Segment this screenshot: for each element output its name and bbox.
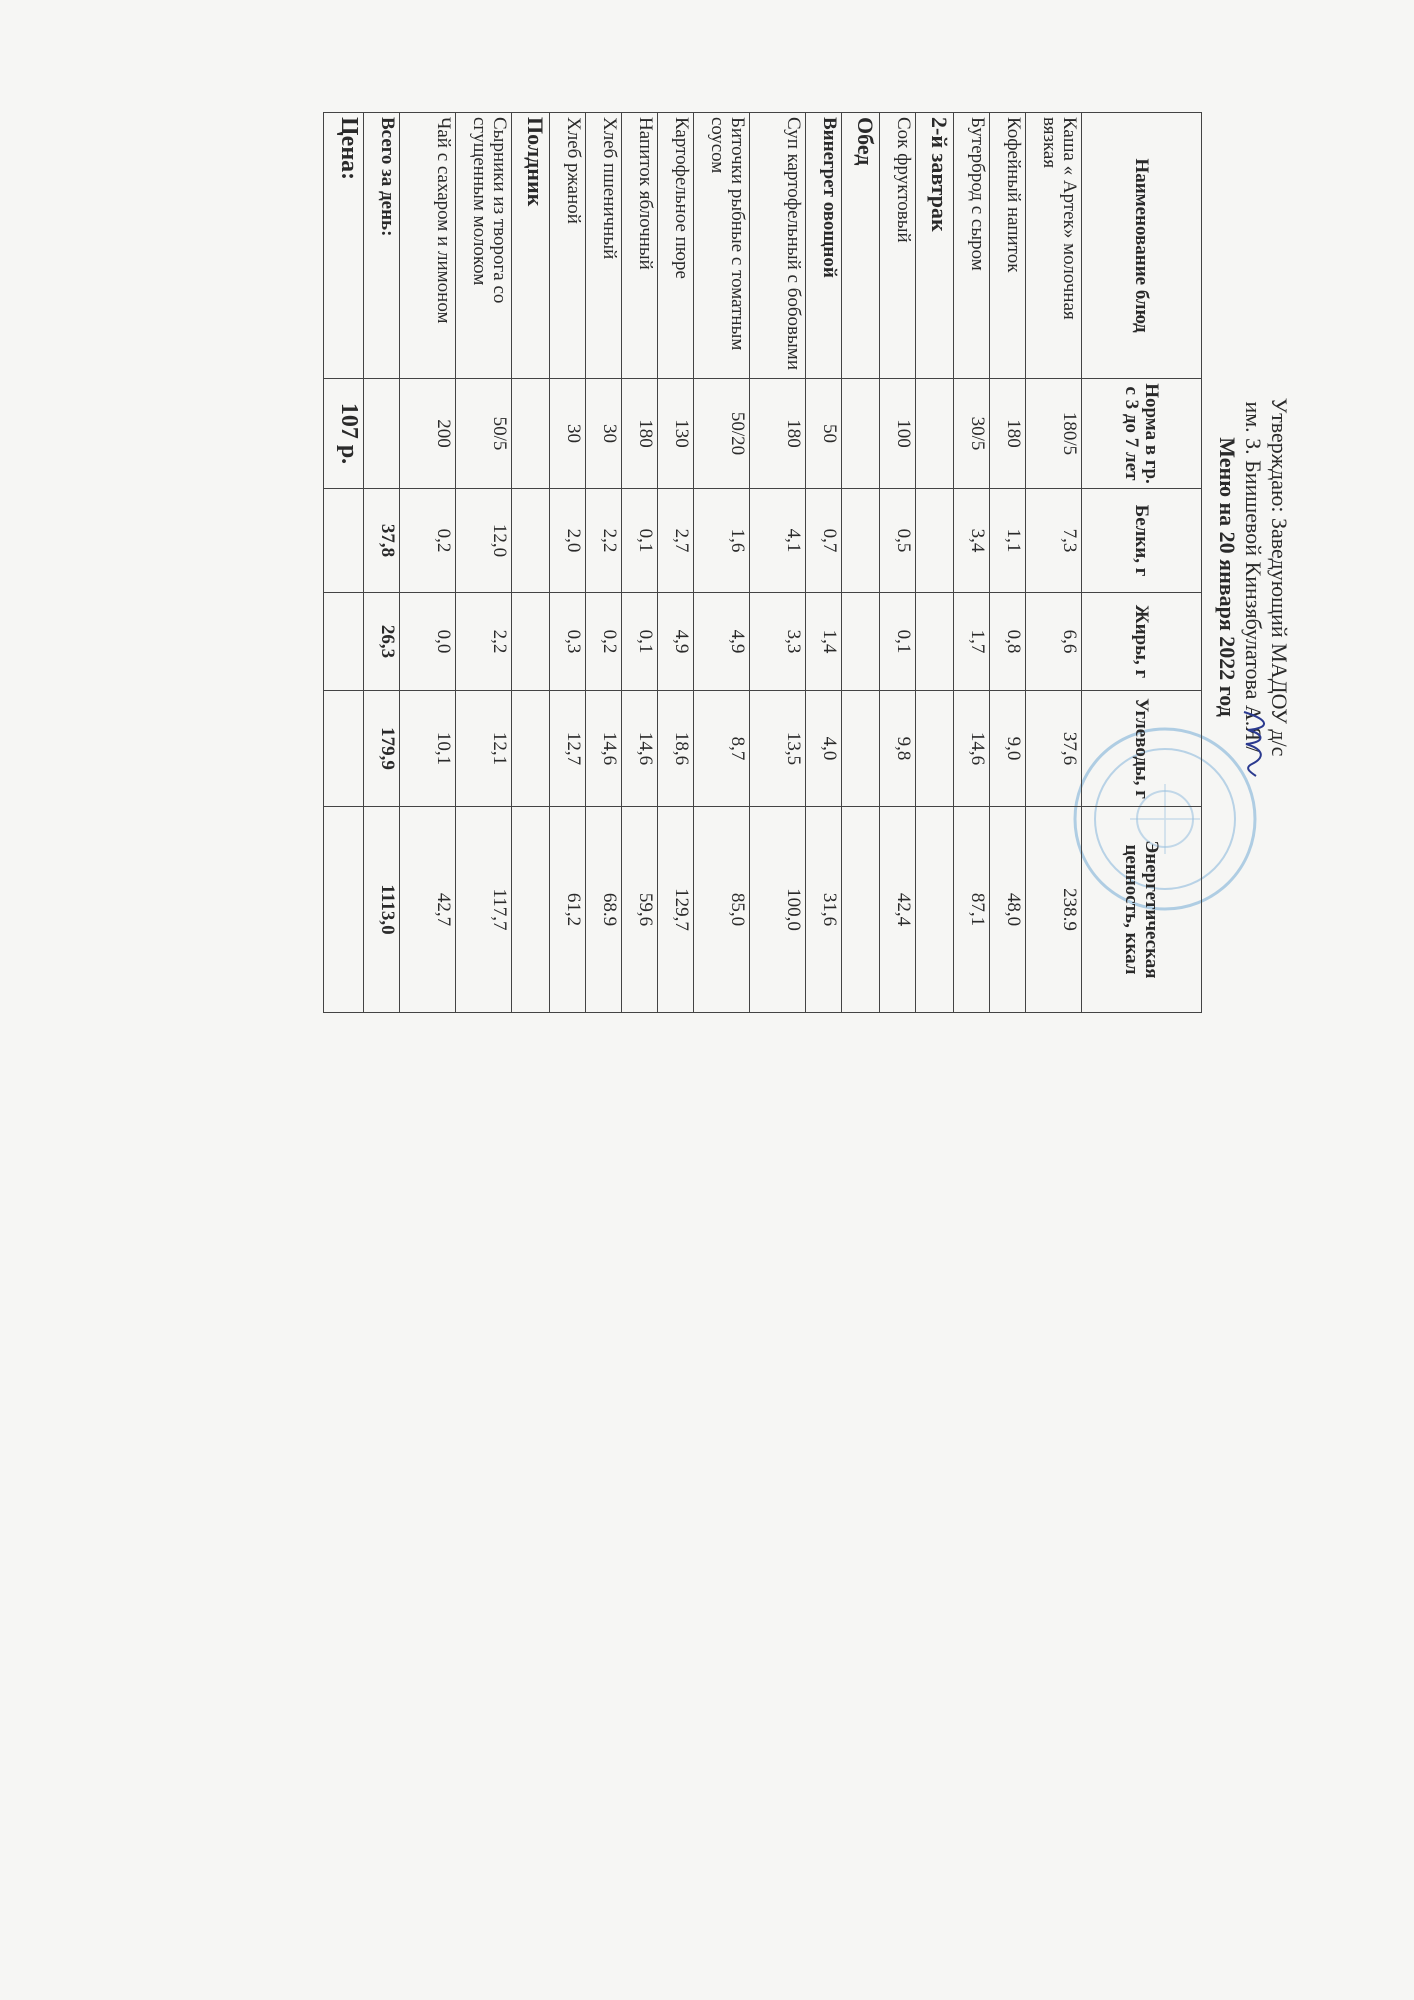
cell-carbs: 9,8: [880, 691, 916, 807]
cell-norm: 50: [806, 379, 842, 489]
cell-norm: [512, 379, 550, 489]
cell-protein: 7,3: [1026, 489, 1082, 593]
cell-carbs: [324, 691, 364, 807]
table-row: [586, 113, 622, 1013]
table-row: [990, 113, 1026, 1013]
cell-name: Хлеб ржаной: [550, 113, 586, 379]
cell-fat: [842, 593, 880, 691]
cell-protein: 0,2: [400, 489, 456, 593]
cell-fat: 0,0: [400, 593, 456, 691]
cell-fat: 3,3: [750, 593, 806, 691]
cell-carbs: 179,9: [364, 691, 400, 807]
cell-name: Цена:: [324, 113, 364, 379]
cell-protein: [916, 489, 954, 593]
table-row: [400, 113, 456, 1013]
cell-name: Хлеб пшеничный: [586, 113, 622, 379]
cell-norm: [364, 379, 400, 489]
cell-name: Биточки рыбные с томатным соусом: [694, 113, 750, 379]
header-energy: Энергетическая ценность, ккал: [1082, 807, 1202, 1013]
cell-carbs: 9,0: [990, 691, 1026, 807]
cell-energy: 100,0: [750, 807, 806, 1013]
cell-norm: 30/5: [954, 379, 990, 489]
table-row: [658, 113, 694, 1013]
header-carbs: Углеводы, г: [1082, 691, 1202, 807]
cell-name: Всего за день:: [364, 113, 400, 379]
table-row: [694, 113, 750, 1013]
cell-carbs: 18,6: [658, 691, 694, 807]
cell-energy: 129,7: [658, 807, 694, 1013]
cell-energy: 48,0: [990, 807, 1026, 1013]
approval-line-2: им. З. Биишевой Кинзябулатова А.Я /: [1241, 401, 1266, 753]
cell-fat: 0,2: [586, 593, 622, 691]
menu-title: Меню на 20 января 2022 год: [1215, 437, 1240, 717]
cell-carbs: 14,6: [622, 691, 658, 807]
cell-carbs: 10,1: [400, 691, 456, 807]
menu-table-body: [324, 113, 1082, 1013]
cell-norm: 180: [750, 379, 806, 489]
cell-name: 2-й завтрак: [916, 113, 954, 379]
cell-name: Напиток яблочный: [622, 113, 658, 379]
cell-fat: 26,3: [364, 593, 400, 691]
cell-energy: 59,6: [622, 807, 658, 1013]
menu-table: [323, 112, 1202, 1013]
cell-norm: [916, 379, 954, 489]
header-fat: Жиры, г: [1082, 593, 1202, 691]
cell-name: Каша « Артек» молочная вязкая: [1026, 113, 1082, 379]
cell-fat: 0,1: [880, 593, 916, 691]
cell-protein: 1,6: [694, 489, 750, 593]
approval-line-1: Утверждаю: Заведующий МАДОУ д/с: [1267, 397, 1292, 757]
cell-energy: [324, 807, 364, 1013]
header-protein: Белки, г: [1082, 489, 1202, 593]
table-row: [1026, 113, 1082, 1013]
table-row: [750, 113, 806, 1013]
cell-norm: 30: [586, 379, 622, 489]
cell-protein: 4,1: [750, 489, 806, 593]
cell-name: Сок фруктовый: [880, 113, 916, 379]
cell-norm: 107 р.: [324, 379, 364, 489]
cell-fat: [512, 593, 550, 691]
cell-carbs: 4,0: [806, 691, 842, 807]
header-name: Наименование блюд: [1082, 113, 1202, 379]
cell-fat: [916, 593, 954, 691]
cell-energy: 117,7: [456, 807, 512, 1013]
signature: [1238, 708, 1274, 778]
cell-protein: 3,4: [954, 489, 990, 593]
cell-fat: 0,3: [550, 593, 586, 691]
cell-name: Полдник: [512, 113, 550, 379]
cell-energy: [842, 807, 880, 1013]
cell-norm: [842, 379, 880, 489]
cell-protein: [842, 489, 880, 593]
cell-energy: 1113,0: [364, 807, 400, 1013]
cell-norm: 130: [658, 379, 694, 489]
cell-fat: 0,8: [990, 593, 1026, 691]
cell-name: Чай с сахаром и лимоном: [400, 113, 456, 379]
cell-protein: 2,2: [586, 489, 622, 593]
cell-fat: 4,9: [658, 593, 694, 691]
cell-carbs: 37,6: [1026, 691, 1082, 807]
section-row: [512, 113, 550, 1013]
cell-name: Картофельное пюре: [658, 113, 694, 379]
cell-protein: 37,8: [364, 489, 400, 593]
cell-norm: 50/20: [694, 379, 750, 489]
table-row: [622, 113, 658, 1013]
cell-fat: 6,6: [1026, 593, 1082, 691]
cell-fat: 1,7: [954, 593, 990, 691]
cell-protein: 12,0: [456, 489, 512, 593]
cell-norm: 180: [990, 379, 1026, 489]
cell-energy: [916, 807, 954, 1013]
cell-name: Бутерброд с сыром: [954, 113, 990, 379]
cell-protein: 0,5: [880, 489, 916, 593]
cell-energy: 87,1: [954, 807, 990, 1013]
header-norm: Норма в гр. с 3 до 7 лет: [1082, 379, 1202, 489]
cell-carbs: [916, 691, 954, 807]
cell-norm: 100: [880, 379, 916, 489]
cell-energy: 68.9: [586, 807, 622, 1013]
cell-energy: 61,2: [550, 807, 586, 1013]
cell-protein: 1,1: [990, 489, 1026, 593]
price-row: [324, 113, 364, 1013]
cell-energy: [512, 807, 550, 1013]
section-row: [842, 113, 880, 1013]
cell-fat: 4,9: [694, 593, 750, 691]
cell-fat: [324, 593, 364, 691]
table-row: [550, 113, 586, 1013]
cell-norm: 50/5: [456, 379, 512, 489]
table-row: [806, 113, 842, 1013]
cell-fat: 1,4: [806, 593, 842, 691]
menu-page: [52, 112, 1292, 1042]
cell-norm: 30: [550, 379, 586, 489]
cell-energy: 31,6: [806, 807, 842, 1013]
total-row: [364, 113, 400, 1013]
cell-carbs: 8,7: [694, 691, 750, 807]
cell-carbs: 12,7: [550, 691, 586, 807]
cell-name: Сырники из творога со сгущенным молоком: [456, 113, 512, 379]
cell-carbs: 14,6: [586, 691, 622, 807]
cell-protein: [324, 489, 364, 593]
cell-name: Кофейный напиток: [990, 113, 1026, 379]
table-row: [456, 113, 512, 1013]
cell-fat: 2,2: [456, 593, 512, 691]
cell-energy: 42,7: [400, 807, 456, 1013]
cell-protein: 2,7: [658, 489, 694, 593]
cell-carbs: 13,5: [750, 691, 806, 807]
cell-energy: 85,0: [694, 807, 750, 1013]
cell-energy: 42,4: [880, 807, 916, 1013]
cell-norm: 180/5: [1026, 379, 1082, 489]
cell-norm: 200: [400, 379, 456, 489]
table-row: [954, 113, 990, 1013]
cell-protein: 0,1: [622, 489, 658, 593]
cell-protein: 2,0: [550, 489, 586, 593]
cell-energy: 238.9: [1026, 807, 1082, 1013]
cell-carbs: [512, 691, 550, 807]
table-row: [880, 113, 916, 1013]
cell-norm: 180: [622, 379, 658, 489]
cell-carbs: [842, 691, 880, 807]
cell-fat: 0,1: [622, 593, 658, 691]
cell-carbs: 12,1: [456, 691, 512, 807]
cell-carbs: 14,6: [954, 691, 990, 807]
cell-name: Обед: [842, 113, 880, 379]
cell-name: Суп картофельный с бобовыми: [750, 113, 806, 379]
cell-protein: [512, 489, 550, 593]
section-row: [916, 113, 954, 1013]
cell-protein: 0,7: [806, 489, 842, 593]
cell-name: Винегрет овощной: [806, 113, 842, 379]
